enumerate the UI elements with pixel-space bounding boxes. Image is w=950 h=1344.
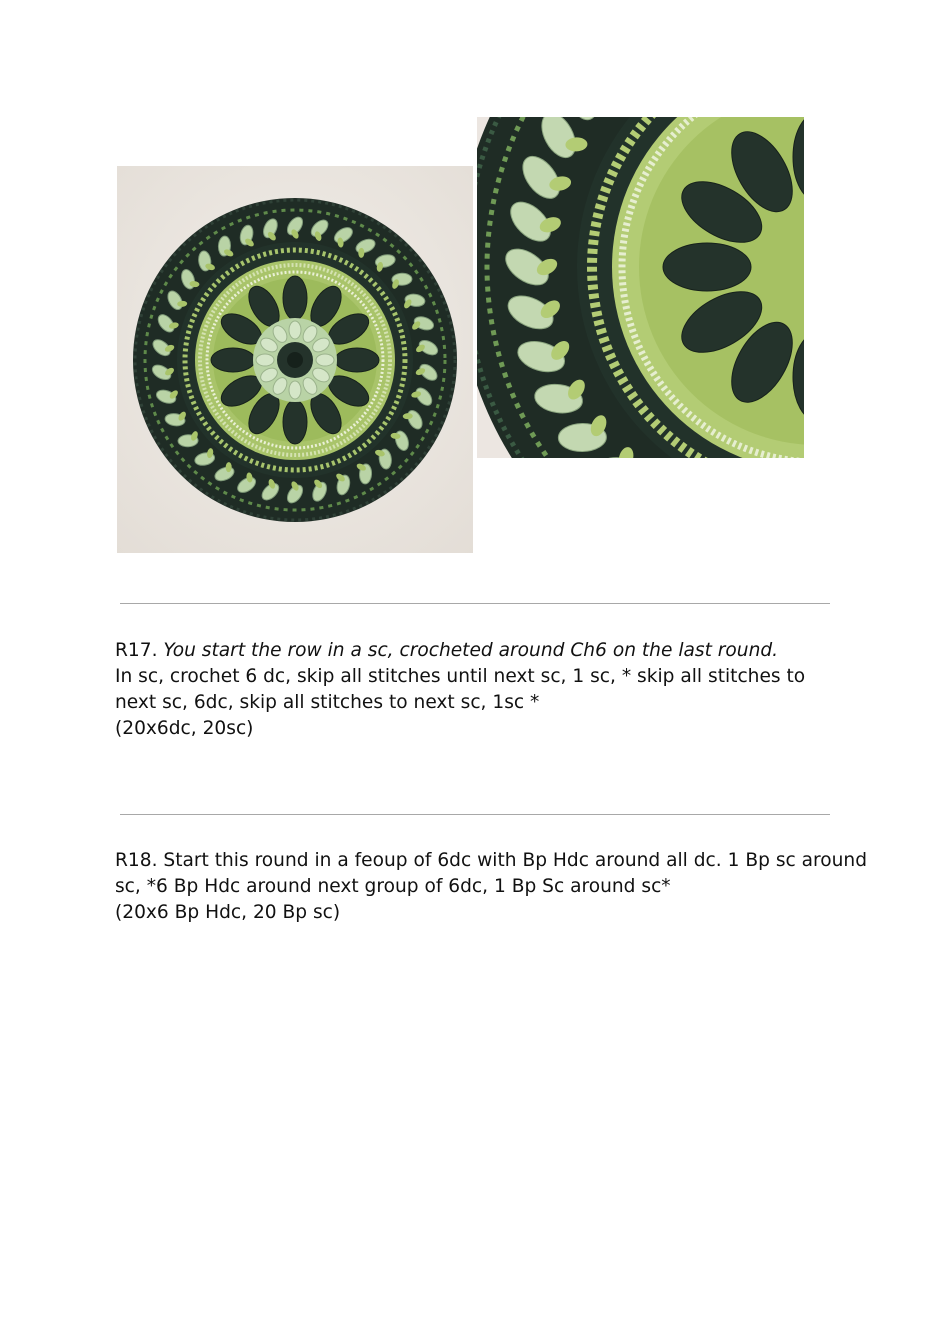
round-18-instructions bbox=[115, 848, 868, 926]
round-18-line-1: R18. Start this round in a feoup of 6dc with Bp Hdc around all dc. 1 Bp sc around bbox=[115, 850, 868, 871]
round-17-stitch-count: (20x6dc, 20sc) bbox=[115, 718, 254, 739]
round-17-line-2: next sc, 6dc, skip all stitches to next sc, 1sc * bbox=[115, 692, 540, 713]
round-17-heading-line bbox=[115, 638, 845, 664]
round-18-line-2: sc, *6 Bp Hdc around next group of 6dc, 1 Bp Sc around sc* bbox=[115, 876, 671, 897]
round-17-label: R17. bbox=[115, 640, 158, 661]
round-17-instructions bbox=[115, 638, 845, 742]
round-17-line-1: In sc, crochet 6 dc, skip all stitches until next sc, 1 sc, * skip all stitches to bbox=[115, 666, 806, 687]
section-divider bbox=[120, 814, 830, 815]
mandala-photo bbox=[117, 166, 473, 553]
mandala-detail-photo bbox=[477, 117, 804, 458]
round-18-stitch-count: (20x6 Bp Hdc, 20 Bp sc) bbox=[115, 902, 341, 923]
section-divider bbox=[120, 603, 830, 604]
round-17-intro: You start the row in a sc, crocheted around Ch6 on the last round. bbox=[163, 640, 779, 661]
